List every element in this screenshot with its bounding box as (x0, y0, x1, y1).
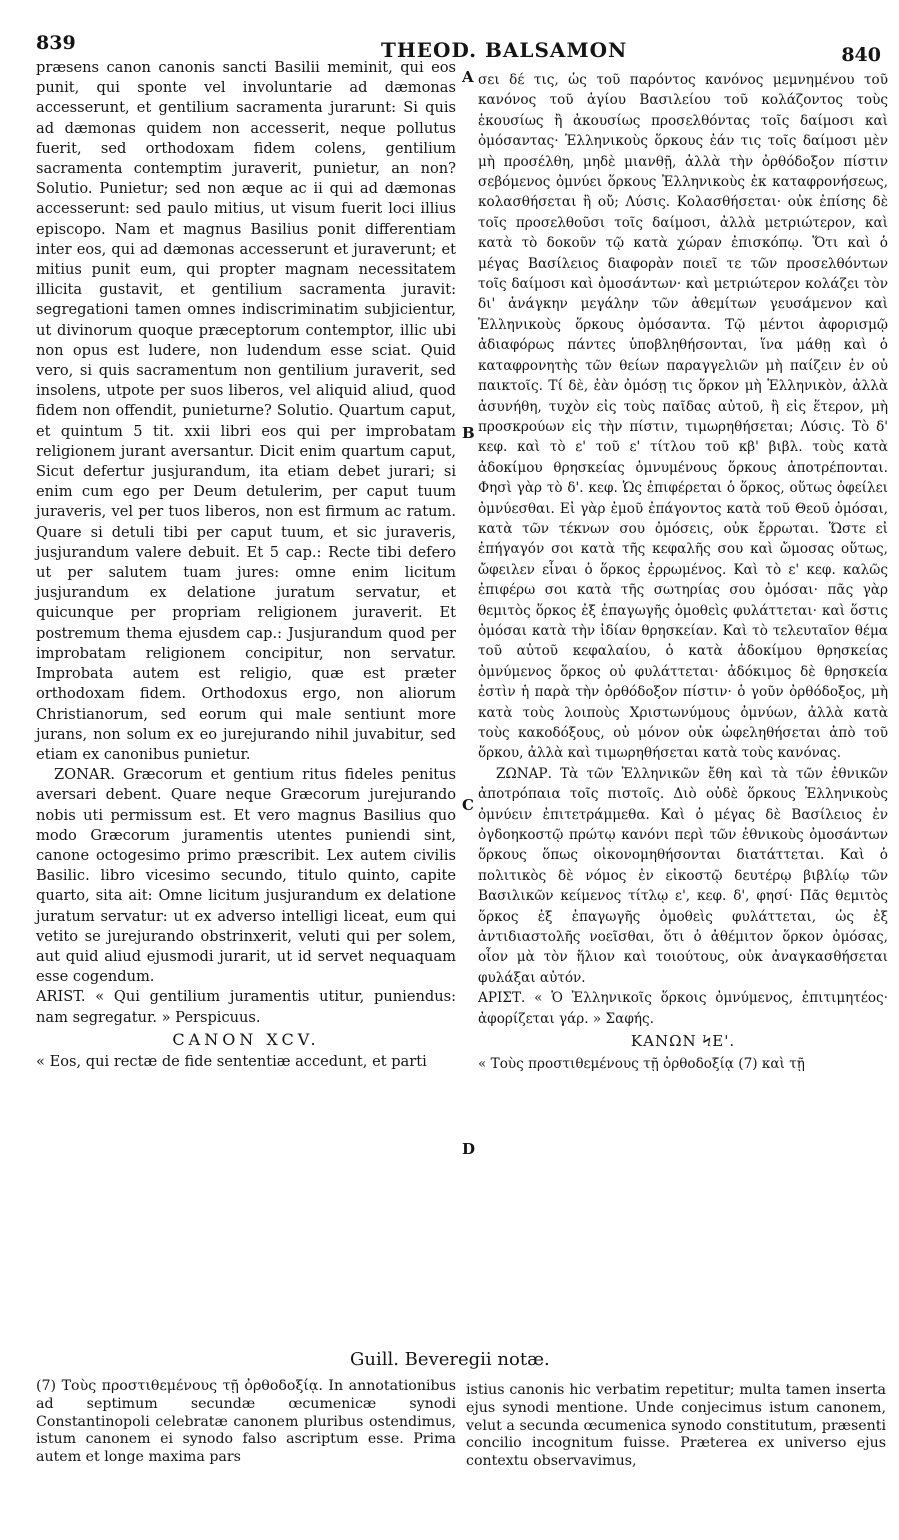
note-left (36, 1378, 456, 1467)
greek-canon-text: « Τοὺς προστιθεμένους τῇ ὀρθοδοξίᾳ (7) καὶ τῇ (478, 1055, 805, 1072)
latin-column (36, 58, 456, 1072)
note-right (466, 1382, 886, 1471)
note-left-text: (7) Τοὺς προστιθεμένους τῇ ὀρθοδοξίᾳ. In annotationibus ad septimum secundæ œcumenicæ synodi Constantinopoli celebratæ canonem pluribus ostendimus, istum canonem ei synodo falso ascriptum esse. Prima autem et longe maxima pars (36, 1378, 456, 1466)
page-number-left: 839 (36, 32, 76, 54)
page-number-right: 840 (841, 44, 881, 66)
greek-aristenus-comment: ΑΡΙΣΤ. « Ὁ Ἑλληνικοῖς ὅρκοις ὀμνύμενος, ἐπιτιμητέος· ἀφορίζεται γάρ. » Σαφής. (478, 990, 888, 1027)
notes-heading: Guill. Beveregii notæ. (350, 1349, 550, 1370)
margin-marker-d: D (462, 1140, 476, 1158)
greek-canon-title: ΚΑΝΩΝ ϞΕ'. (630, 1032, 736, 1051)
greek-zonaras-comment: ΖΩΝΑΡ. Τὰ τῶν Ἑλληνικῶν ἔθη καὶ τὰ τῶν ἐθνικῶν ἀποτρόπαια τοῖς πιστοῖς. Διὸ οὐδὲ ὅρκους Ἑλληνικοὺς ὀμνύειν ἐπιτετράμμεθα. Καὶ ὁ μέγας δὲ Βασίλειος ἐν ὀγδοηκοστῷ πρώτῳ κανόνι περὶ τῶν ἐθνικοὺς ὀμοσάντων ὅρκους ὅπως οἰκονομηθήσονται διατάττεται. Καὶ ὁ πολιτικὸς δὲ νόμος ἐν εἰκοστῷ δευτέρῳ βιβλίῳ τῶν Βασιλικῶν κείμενος τίτλῳ ε', κεφ. δ', φησί· Πᾶς θεμιτὸς ὅρκος ἐξ ἐπαγωγῆς ὀμοθεὶς φυλάττεται, ὡς ἐξ ἀντιδιαστολῆς νοεῖσθαι, ὅτι ὁ ἀθέμιτον ὅρκον ὀμόσας, οἷον μὰ τὸν ἥλιον καὶ τοιούτους, οὐκ ἀναγκασθήσεται φυλάξαι αὐτόν. (478, 765, 888, 986)
latin-aristenus-comment: ARIST. « Qui gentilium juramentis utitur, puniendus: nam segregatur. » Perspicuus. (36, 988, 456, 1026)
latin-canon-text: « Eos, qui rectæ de fide sententiæ accedunt, et parti (36, 1052, 427, 1070)
margin-marker-a: A (462, 68, 474, 86)
latin-canon-title: CANON XCV. (172, 1029, 320, 1049)
running-title: THEOD. BALSAMON (381, 38, 628, 62)
note-right-text: istius canonis hic verbatim repetitur; multa tamen inserta ejus synodi mentione. Unde conjecimus istum canonem, velut a secunda œcumenica synodo constitutum, præsenti concilio incognitum fuisse. Præterea ex universo ejus contextu observavimus, (466, 1382, 886, 1470)
latin-zonaras-comment: ZONAR. Græcorum et gentium ritus fideles penitus aversari debent. Quare neque Græcorum jurejurando nobis uti permissum est. Et vero magnus Basilius quo modo Græcorum juramentis utentes puniendi sint, canone octogesimo primo præscribit. Lex autem civilis Basilic. libro vicesimo secundo, titulo quinto, capite quarto, sita ait: Omne licitum jusjurandum ex delatione juratum servatur: ut ex adverso intelligi liceat, eum qui vetito se jurejurando obstrinxerit, veluti qui per solem, aut quid aliud ejusmodi jurarit, ut id servet nequaquam esse cogendum. (36, 766, 456, 986)
margin-marker-c: C (462, 796, 474, 814)
margin-marker-b: B (462, 424, 475, 442)
greek-column (478, 70, 888, 1074)
greek-paragraph: σει δέ τις, ὡς τοῦ παρόντος κανόνος μεμνημένου τοῦ κανόνος τοῦ ἁγίου Βασιλείου τοῦ κολάζοντος τοὺς ἑκουσίως ἢ ἀκουσίως προσελθόντας τοῖς δαίμοσι καὶ ὀμόσαντας· Ἑλληνικοὺς ὅρκους ἐάν τις τοῖς δαίμοσι μὲν μὴ προσέλθη, μηδὲ μιανθῇ, ἀλλὰ τὴν ὀρθόδοξον πίστιν σεβόμενος ὀμνύει ὅρκους Ἑλληνικοὺς ἐκ καταφρονήσεως, κολασθήσεται ἢ οὔ; Λύσις. Κολασθήσεται· οὐκ ἐπίσης δὲ τοῖς προσελθοῦσι τοῖς δαίμοσι, ἀλλὰ μετριώτερον, καὶ κατὰ τὸ δοκοῦν τῷ κατὰ χώραν ἐπισκόπῳ. Ὅτι καὶ ὁ μέγας Βασίλειος διαφορὰν ποιεῖ τε τῶν προσελθόντων τοῖς δαίμοσι καὶ ὀμοσάντων· καὶ μετριώτερον κολάζει τὸν δι' ἀνάγκην μεγάλην τῶν ἀθεμίτων γευσάμενον καὶ Ἑλληνικοὺς ὅρκους ὀμόσαντα. Τῷ μέντοι ἀφορισμῷ ἀδιαφόρως πάντες ὑποβληθήσονται, ἵνα μάθῃ καὶ ὁ καταφρονητὴς τῶν θείων παραγγελιῶν μὴ παίζειν ἐν οὐ παικτοῖς. Τί δὲ, ἐὰν ὀμόσῃ τις ὅρκον μὴ Ἑλληνικὸν, ἀλλὰ ἀσυνήθη, τυχὸν εἰς τοὺς παῖδας αὐτοῦ, ἢ εἰς ἕτερον, μὴ προσκρούων εἰς τὴν πίστιν, τιμωρηθήσεται; Λύσις. Τὸ δ' κεφ. καὶ τὸ ε' τοῦ ε' τίτλου τοῦ κβ' βιβλ. τοὺς κατὰ ἀδοκίμου θρησκείας ὀμνυμένους ὅρκους ἀποτρέπονται. Φησὶ γὰρ τὸ δ'. κεφ. Ὡς ἐπιφέρεται ὁ ὅρκος, οὕτως ὀφείλει ὀμνύεσθαι. Εἰ γὰρ ἐμοῦ ἐπάγοντος κατὰ τοῦ Θεοῦ ὀμόσαι, κατὰ τῶν τέκνων σου ὀμόσεις, οὐκ ἔρρωται. Ὥστε εἰ ἐπήγαγόν σοι κατὰ τῆς κεφαλῆς σου καὶ ὤμοσας οὕτως, ὤφειλεν εἶναι ὁ ὅρκος ἐρρωμένος. Καὶ τὸ ε' κεφ. καλῶς ἐπιφέρω σοι κατὰ τῆς σωτηρίας σου ὀμόσαι· πᾶς γὰρ θεμιτὸς ὅρκος ἐξ ἐπαγωγῆς ὀμοθεὶς φυλάττεται· καὶ ὅστις ὀμόσαι κατὰ τὴν ἰδίαν θρησκείαν. Καὶ τὸ τελευταῖον θέμα τοῦ αὐτοῦ κεφαλαίου, ὁ κατὰ ἀδοκίμου θρησκείας ὀμνύμενος ὅρκος οὐ φυλάττεται· ἀδόκιμος δὲ θρησκεία ἐστὶν ἡ παρὰ τὴν ὀρθόδοξον πίστιν· ὁ γοῦν ὀρθόδοξος, μὴ κατὰ τοὺς λοιποὺς Χριστωνύμους ὀμνύων, ἀλλὰ κατὰ τοὺς κακοδόξους, οὐ μόνον οὐκ ὠφεληθήσεται ἀπὸ τοῦ ὅρκου, ἀλλὰ καὶ τιμωρηθήσεται κατὰ τοὺς κανόνας. (478, 72, 888, 762)
latin-paragraph: præsens canon canonis sancti Basilii meminit, qui eos punit, qui sponte vel involuntarie ad dæmonas accesserunt, et gentilium sacramenta jurarunt: Si quis ad dæmonas quidem non accesserit, neque pollutus fuerit, sed orthodoxam fidem colens, gentilium sacramenta contemptim juraverit, punietur, an non? Solutio. Punietur; sed non æque ac ii qui ad dæmonas accesserunt: sed paulo mitius, ut visum fuerit loci illius episcopo. Nam et magnus Basilius ponit differentiam inter eos, qui ad dæmonas accesserunt et juraverunt; et mitius punit eum, qui propter magnam necessitatem illicita gustavit, et gentilium sacramenta juravit: segregationi tamen omnes indiscriminatim subjicientur, ut divinorum quoque præceptorum contemptor, illic ubi non opus est ludere, non ludendum esse sciat. Quid vero, si quis sacramentum non gentilium juraverit, sed insolens, utpote per suos liberos, vel aliquid aliud, quod fidem non offendit, punieturne? Solutio. Quartum caput, et quintum 5 tit. xxii libri eos qui per improbatam religionem jurant aversantur. Dicit enim quartum caput, Sicut defertur jusjurandum, ita etiam debet jurari; si enim cum ego per Deum detulerim, per caput tuum juraveris, vel per tuos liberos, non est firmum ac ratum. Quare si detuli tibi per caput tuum, et sic juraveris, jusjurandum valere debuit. Et 5 cap.: Recte tibi defero ut per salutem tuam jures: omne enim licitum jusjurandum ex delatione juratum servatur, et quicunque per propriam religionem juraverit. Et postremum thema ejusdem cap.: Jusjurandum quod per improbatam religionem concipitur, non servatur. Improbata autem est religio, quæ est præter orthodoxam fidem. Orthodoxus ergo, non aliorum Christianorum, sed eorum qui male sentiunt more jurans, non solum ex eo jurejurando nihil juvabitur, sed etiam ex canonibus punietur. (36, 59, 456, 763)
